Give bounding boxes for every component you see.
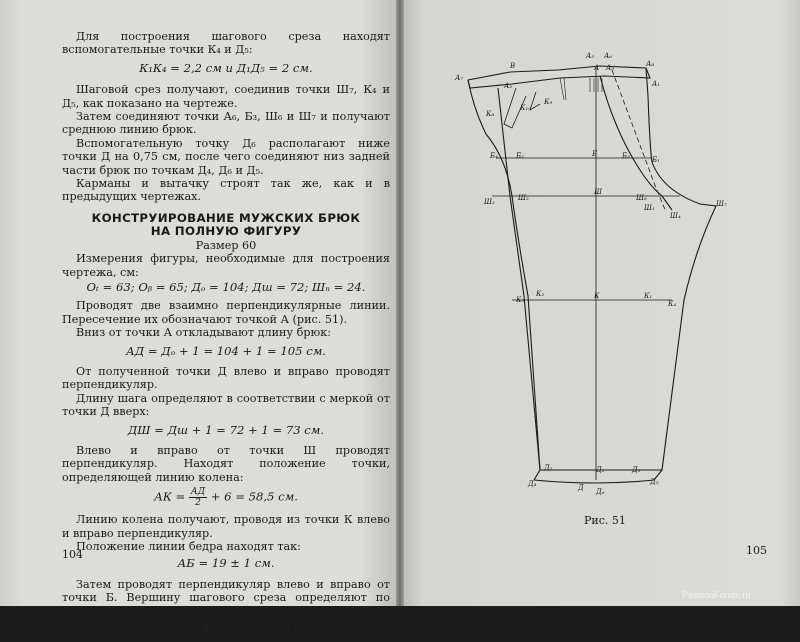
point-label: А₅	[586, 52, 595, 60]
paragraph: Карманы и вытачку строят так же, как и в предыдущих чертежах.	[62, 177, 390, 204]
point-label: Ш₆	[636, 194, 647, 202]
point-label: Ш₂	[518, 194, 529, 202]
formula: К₁К₄ = 2,2 см и Д₁Д₅ = 2 см.	[139, 60, 313, 75]
point-label: А₆	[604, 52, 613, 60]
point-label: Ш₇	[716, 200, 727, 208]
formula-part: АК =	[154, 489, 186, 504]
point-label: Ш₄	[670, 212, 681, 220]
formula-part: ШШ₁ =	[105, 623, 151, 638]
paragraph: Измерения фигуры, необходимые для построения чертежа, см:	[62, 252, 390, 279]
point-label: К₄	[668, 300, 677, 308]
point-label: К₈	[486, 110, 495, 118]
page-number: 105	[746, 544, 767, 557]
formula: АБ = 19 ± 1 см.	[177, 556, 275, 571]
formula	[62, 487, 390, 508]
formula-part: + 6 = 58,5 см.	[210, 489, 298, 504]
point-label: К	[594, 292, 600, 300]
point-label: А₈	[646, 60, 655, 68]
point-label: Б	[592, 150, 598, 158]
point-label: А₁	[652, 80, 661, 88]
paragraph: Вниз от точки А откладывают длину брюк:	[76, 326, 332, 340]
point-label: Д₄	[528, 480, 537, 488]
fraction-numerator: 65	[223, 621, 235, 632]
paragraph: Затем проводят перпендикуляр влево и вправо от точки Б. Вершину шагового среза определяют по формуле:	[62, 577, 390, 618]
figure-caption: Рис. 51	[584, 514, 626, 527]
point-label: А₇	[455, 74, 464, 82]
point-label: Д₂	[544, 464, 553, 472]
point-label: Д₅	[650, 478, 659, 486]
point-label: А₂	[504, 82, 513, 90]
section-heading: НА ПОЛНУЮ ФИГУРУ	[150, 224, 302, 239]
formula: АД = Дₒ + 1 = 104 + 1 = 105 см.	[125, 343, 326, 358]
fraction	[221, 621, 236, 642]
point-label: К₂	[536, 290, 545, 298]
paragraph: Для построения шагового среза находят вспомогательные точки К₄ и Д₅:	[62, 30, 390, 57]
formula-part: + 3,5 =	[172, 623, 218, 638]
formula: Оₜ = 63; Оᵦ = 65; Дₒ = 104; Дш = 72; Шₙ = 24.	[86, 279, 366, 294]
paragraph: Линию колена получают, проводя из точки К влево и вправо перпендикуляр.	[62, 513, 390, 540]
point-label: К₃	[516, 296, 525, 304]
formula-part: + 3,5 = 19,75 см.	[240, 623, 347, 638]
paragraph: Положение линии бедра находят так:	[76, 540, 301, 553]
point-label: Ш₃	[484, 198, 495, 206]
point-label: В	[510, 62, 516, 70]
paragraph: От полученной точки Д влево и вправо проводят перпендикуляр.	[62, 364, 390, 392]
paragraph: Затем соединяют точки А₆, Б₃, Ш₆ и Ш₇ и получают среднюю линию брюк.	[62, 110, 390, 137]
point-label: К₉	[544, 98, 553, 106]
paragraph: Влево и вправо от точки Ш проводят перпендикуляр. Находят положение точки, определяющей линию колена:	[62, 443, 390, 484]
size-line: Размер 60	[195, 238, 257, 252]
point-label: А	[594, 64, 600, 72]
paragraph: Проводят две взаимно перпендикулярные линии. Пересечение их обозначают точкой А (рис. 51).	[62, 299, 390, 326]
point-label: Д₃	[596, 466, 605, 474]
paragraph: Вспомогательную точку Д₆ располагают ниже точки Д на 0,75 см, после чего соединяют низ задней части брюк по точкам Д₄, Д₆ и Д₅.	[62, 136, 390, 177]
fraction-numerator: АД	[190, 487, 206, 498]
fraction	[189, 487, 207, 508]
fraction	[154, 621, 169, 642]
point-label: К₁₀	[520, 104, 532, 112]
pattern-outline	[468, 66, 716, 483]
fraction-denominator: 4	[158, 632, 165, 642]
fraction-denominator: 2	[195, 498, 201, 509]
point-label: А₉	[606, 64, 615, 72]
book-gutter	[396, 0, 404, 606]
formula: ДШ = Дш + 1 = 72 + 1 = 73 см.	[127, 422, 325, 437]
point-label: Д₆	[596, 488, 605, 496]
page-number: 104	[62, 548, 83, 561]
point-label: Б₂	[516, 152, 524, 160]
pattern-labels	[454, 52, 727, 496]
point-label: Б₃	[622, 152, 630, 160]
point-label: Ш₁	[644, 204, 655, 212]
point-label: Д₁	[632, 466, 641, 474]
section-heading: КОНСТРУИРОВАНИЕ МУЖСКИХ БРЮК	[91, 210, 361, 225]
fraction-denominator: 4	[226, 632, 232, 642]
point-label: Б₄	[490, 152, 498, 160]
left-text-block	[62, 30, 390, 642]
formula	[62, 621, 390, 642]
point-label: Б₁	[652, 156, 660, 164]
fraction-numerator: Oᵦ	[156, 621, 167, 632]
point-label: К₁	[644, 292, 653, 300]
point-label: Д	[578, 484, 584, 492]
point-label: Ш	[594, 188, 602, 196]
paragraph: Длину шага определяют в соответствии с меркой от точки Д вверх:	[62, 391, 390, 419]
paragraph: Шаговой срез получают, соединив точки Ш₇, К₄ и Д₅, как показано на чертеже.	[62, 83, 390, 110]
watermark: PassionForum.ru	[682, 590, 751, 600]
